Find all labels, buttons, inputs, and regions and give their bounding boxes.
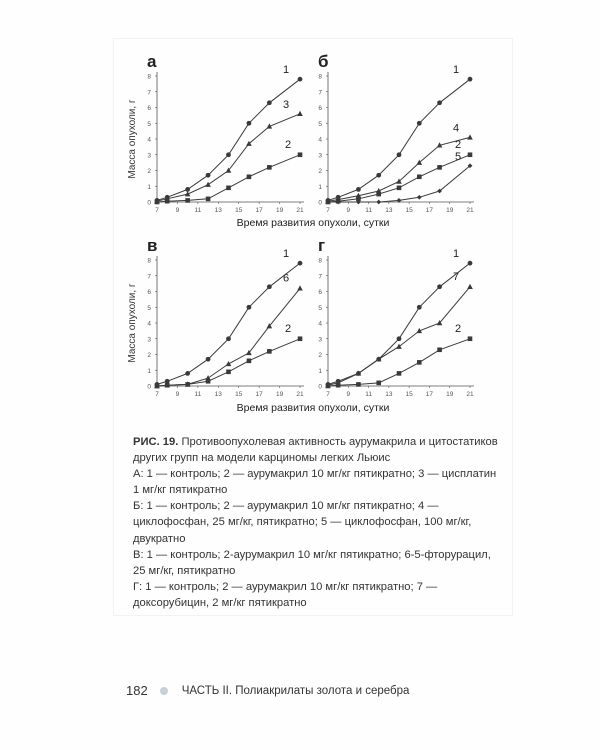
- panel-letter: б: [318, 52, 329, 71]
- x-tick-label: 19: [446, 391, 454, 398]
- chart-panel-1: [127, 52, 304, 214]
- y-tick-label: 4: [318, 136, 322, 144]
- x-axis-label-row-1: Время развития опухоли, сутки: [236, 217, 390, 229]
- data-point: [397, 152, 402, 157]
- data-point: [336, 383, 341, 388]
- data-point: [247, 121, 252, 126]
- y-tick-label: 5: [318, 120, 322, 128]
- series-label: 1: [452, 64, 460, 77]
- data-point: [206, 197, 211, 202]
- data-point: [417, 195, 422, 200]
- y-tick-label: 2: [318, 168, 322, 175]
- y-tick-label: 5: [147, 120, 151, 128]
- data-point: [397, 371, 402, 376]
- series-line: [328, 263, 470, 384]
- x-tick-label: 13: [385, 391, 393, 398]
- y-tick-label: 7: [147, 273, 151, 281]
- y-tick-label: 7: [318, 89, 322, 97]
- data-point: [417, 121, 422, 126]
- data-point: [468, 152, 473, 157]
- y-tick-label: 2: [147, 168, 151, 175]
- running-title: ЧАСТЬ II. Полиакрилаты золота и серебра: [181, 684, 410, 697]
- y-axis-label: Масса опухоли, г: [127, 99, 138, 179]
- x-tick-label: 11: [365, 207, 372, 214]
- data-point: [226, 361, 232, 366]
- caption-title: [133, 434, 503, 466]
- data-point: [206, 173, 211, 178]
- series-line: [157, 79, 300, 200]
- series-1: [155, 64, 303, 203]
- x-tick-label: 7: [326, 391, 330, 398]
- series-label: 6: [282, 272, 290, 285]
- data-point: [468, 336, 473, 341]
- data-point: [267, 349, 272, 354]
- y-tick-label: 6: [318, 105, 322, 112]
- y-tick-label: 5: [318, 304, 322, 312]
- x-tick-label: 15: [235, 207, 243, 214]
- series-2: [326, 139, 473, 205]
- x-tick-label: 9: [175, 391, 180, 398]
- series-label: 1: [452, 248, 460, 261]
- y-tick-label: 6: [147, 289, 151, 296]
- y-tick-label: 7: [318, 273, 322, 281]
- data-point: [267, 100, 272, 105]
- x-tick-label: 13: [214, 391, 222, 398]
- data-point: [437, 100, 442, 105]
- y-tick-label: 3: [318, 152, 322, 160]
- y-tick-label: 6: [318, 289, 322, 296]
- caption-line-a: А: 1 — контроль; 2 — аурумакрил 10 мг/кг пятикратно; 3 — цисплатин 1 мг/кг пятикратно: [133, 468, 497, 497]
- series-line: [328, 166, 470, 202]
- y-tick-label: 0: [318, 199, 322, 207]
- data-point: [155, 384, 160, 389]
- x-tick-label: 19: [275, 207, 284, 214]
- data-point: [247, 359, 252, 364]
- x-tick-label: 9: [346, 207, 351, 214]
- series-label: 2: [454, 322, 462, 335]
- data-point: [155, 200, 160, 205]
- y-tick-label: 3: [147, 152, 151, 160]
- y-tick-label: 3: [318, 336, 322, 344]
- footer-dot-icon: [160, 687, 168, 695]
- x-tick-label: 21: [296, 391, 304, 398]
- series-line: [328, 137, 470, 201]
- x-tick-label: 17: [255, 391, 263, 398]
- data-point: [206, 357, 211, 362]
- x-axis-label-row-2: Время развития опухоли, сутки: [236, 402, 390, 414]
- data-point: [226, 370, 231, 375]
- y-tick-label: 8: [318, 257, 322, 265]
- data-point: [226, 152, 231, 157]
- data-point: [376, 173, 381, 178]
- x-tick-label: 13: [385, 207, 393, 214]
- chart-panel-4: [318, 236, 474, 398]
- data-point: [437, 165, 442, 170]
- data-point: [417, 305, 422, 310]
- series-7: [325, 271, 473, 388]
- page-footer: [126, 683, 409, 698]
- y-tick-label: 1: [147, 367, 151, 375]
- data-point: [185, 198, 190, 203]
- x-tick-label: 21: [466, 207, 474, 214]
- data-point: [185, 187, 190, 192]
- x-tick-label: 11: [365, 391, 372, 398]
- caption-head: РИС. 19.: [133, 436, 179, 448]
- x-tick-label: 19: [275, 391, 284, 398]
- series-line: [157, 263, 300, 384]
- caption-line-v: В: 1 — контроль; 2-аурумакрил 10 мг/кг пятикратно; 6-5-фторурацил, 25 мг/кг, пятикратно: [133, 548, 491, 577]
- data-point: [356, 382, 361, 387]
- y-tick-label: 8: [147, 257, 151, 265]
- data-point: [205, 182, 211, 187]
- data-point: [326, 384, 331, 389]
- x-tick-label: 17: [425, 207, 434, 214]
- y-tick-label: 4: [147, 320, 151, 328]
- data-point: [376, 381, 381, 386]
- series-label: 2: [454, 138, 462, 151]
- series-line: [157, 155, 300, 202]
- series-5: [326, 151, 473, 205]
- data-point: [298, 336, 303, 341]
- x-tick-label: 21: [466, 391, 474, 398]
- data-point: [226, 336, 231, 341]
- caption-line-b: Б: 1 — контроль; 2 — аурумакрил 10 мг/кг пятикратно; 4 — циклофосфан, 25 мг/кг, пятикратно; 5 — циклофосфан, 100 мг/кг, двукратно: [133, 500, 472, 545]
- y-tick-label: 6: [147, 105, 151, 112]
- series-label: 5: [454, 150, 462, 163]
- series-label: 1: [282, 64, 290, 77]
- x-tick-label: 17: [255, 207, 263, 214]
- x-tick-label: 9: [346, 391, 351, 398]
- series-1: [326, 248, 473, 387]
- panel-letter: г: [318, 236, 326, 255]
- data-point: [298, 152, 303, 157]
- data-point: [165, 383, 170, 388]
- x-tick-label: 15: [405, 207, 413, 214]
- x-tick-label: 7: [326, 207, 330, 214]
- series-line: [328, 155, 470, 202]
- series-line: [328, 287, 470, 385]
- data-point: [267, 284, 272, 289]
- series-label: 1: [282, 248, 290, 261]
- x-tick-label: 19: [446, 207, 454, 214]
- y-tick-label: 1: [147, 183, 151, 191]
- panel-letter: в: [147, 236, 158, 255]
- x-tick-label: 7: [155, 391, 159, 398]
- data-point: [226, 186, 231, 191]
- y-tick-label: 4: [147, 136, 151, 144]
- x-tick-label: 9: [175, 207, 180, 214]
- x-tick-label: 13: [214, 207, 222, 214]
- data-point: [417, 360, 422, 365]
- data-point: [206, 379, 211, 384]
- data-point: [356, 187, 361, 192]
- y-tick-label: 0: [147, 383, 151, 391]
- data-point: [397, 336, 402, 341]
- data-point: [165, 199, 170, 204]
- data-point: [467, 284, 473, 289]
- y-tick-label: 8: [147, 73, 151, 81]
- data-point: [297, 111, 303, 116]
- data-point: [417, 175, 422, 180]
- series-label: 4: [452, 122, 460, 135]
- data-point: [437, 347, 442, 352]
- y-tick-label: 1: [318, 183, 322, 191]
- data-point: [298, 261, 303, 266]
- series-label: 7: [452, 270, 460, 283]
- panel-letter: а: [147, 52, 157, 71]
- x-tick-label: 15: [235, 391, 243, 398]
- caption-title-text: Противоопухолевая активность аурумакрила и цитостатиков других групп на модели карциномы легких Льюис: [133, 436, 498, 465]
- caption-line-g: Г: 1 — контроль; 2 — аурумакрил 10 мг/кг пятикратно; 7 — доксорубицин, 2 мг/кг пятикратно: [133, 580, 438, 609]
- data-point: [468, 77, 473, 82]
- x-tick-label: 7: [155, 207, 159, 214]
- y-tick-label: 5: [147, 304, 151, 312]
- x-tick-label: 11: [194, 207, 202, 214]
- data-point: [298, 77, 303, 82]
- x-tick-label: 15: [405, 391, 413, 398]
- y-tick-label: 8: [318, 73, 322, 81]
- y-axis-label: Масса опухоли, г: [127, 283, 138, 363]
- data-point: [468, 261, 473, 266]
- x-tick-label: 17: [425, 391, 434, 398]
- y-tick-label: 0: [147, 199, 151, 207]
- y-tick-label: 2: [318, 352, 322, 359]
- data-point: [396, 344, 402, 349]
- y-tick-label: 4: [318, 320, 322, 328]
- data-point: [376, 192, 381, 197]
- figure-caption: [133, 434, 503, 611]
- data-point: [297, 285, 303, 290]
- data-point: [397, 186, 402, 191]
- data-point: [185, 382, 190, 387]
- series-2: [155, 323, 303, 389]
- y-tick-label: 0: [318, 383, 322, 391]
- series-label: 3: [282, 98, 290, 111]
- data-point: [267, 165, 272, 170]
- data-point: [437, 284, 442, 289]
- x-tick-label: 21: [296, 207, 304, 214]
- series-label: 2: [284, 138, 292, 151]
- data-point: [467, 134, 473, 139]
- series-label: 2: [284, 322, 292, 335]
- y-tick-label: 1: [318, 367, 322, 375]
- data-point: [247, 305, 252, 310]
- y-tick-label: 7: [147, 89, 151, 97]
- data-point: [247, 175, 252, 180]
- data-point: [185, 371, 190, 376]
- data-point: [376, 200, 381, 205]
- y-tick-label: 2: [147, 352, 151, 359]
- x-tick-label: 11: [194, 391, 202, 398]
- y-tick-label: 3: [147, 336, 151, 344]
- chart-panel-2: [318, 52, 474, 214]
- page-number: 182: [126, 683, 148, 698]
- chart-panel-3: [127, 236, 304, 398]
